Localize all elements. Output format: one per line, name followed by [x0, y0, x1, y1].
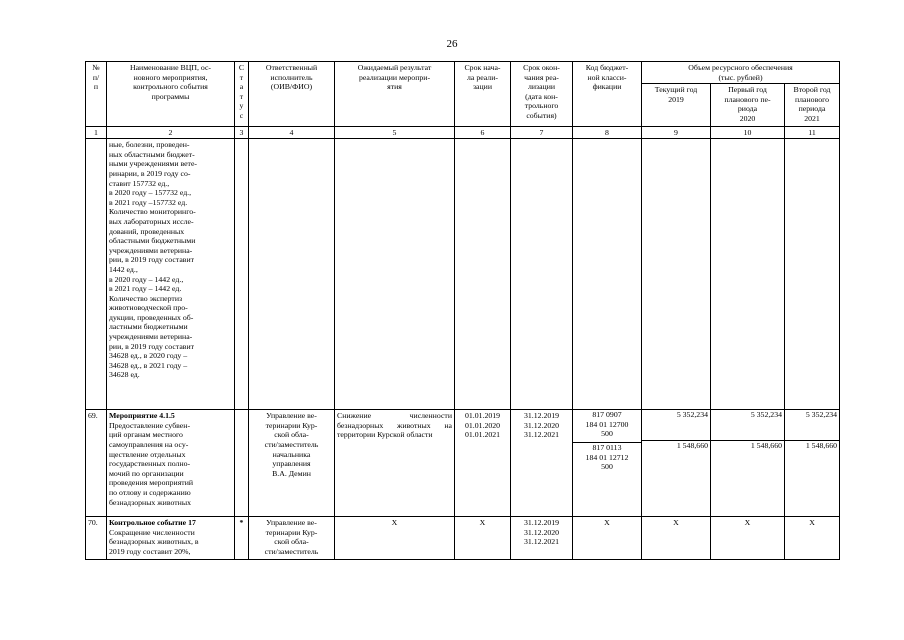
header-col-start: Срок нача- ла реали- зации	[455, 62, 511, 127]
cell-empty	[573, 139, 642, 410]
header-col-executor: Ответственный исполнитель (ОИВ/ФИО)	[249, 62, 335, 127]
row-value-2020-cell	[711, 410, 785, 517]
row-end-date: 31.12.2019 31.12.2020 31.12.2021	[511, 410, 573, 517]
table-row-69	[86, 410, 840, 517]
column-number: 4	[249, 127, 335, 139]
row-result: X	[335, 517, 455, 560]
cell-empty	[235, 139, 249, 410]
table-row-continued	[86, 139, 840, 410]
value-2021-2: 1 548,660	[805, 441, 838, 451]
cell-empty	[335, 139, 455, 410]
column-number: 9	[642, 127, 711, 139]
page-number: 26	[446, 38, 458, 50]
column-number: 2	[107, 127, 235, 139]
row-title: Мероприятие 4.1.5	[109, 411, 175, 421]
kbk-code-2: 817 0113 184 01 12712 500	[585, 442, 629, 472]
cell-empty	[86, 139, 107, 410]
row-value-2021-cell	[785, 410, 840, 517]
row-status: *	[235, 517, 249, 560]
row-status	[235, 410, 249, 517]
header-col-name: Наименование ВЦП, ос- новного мероприятия, контрольного события программы	[107, 62, 235, 127]
row-start-date: X	[455, 517, 511, 560]
row-number: 69.	[86, 410, 107, 517]
kbk-code-1: 817 0907 184 01 12700 500	[573, 410, 641, 443]
row-executor: Управление ве- теринарии Кур- ской обла- сти/заместитель начальника управления В.А. Демин	[249, 410, 335, 517]
column-number: 1	[86, 127, 107, 139]
row-description: Сокращение численности безнадзорных животных, в 2019 году составит 20%,	[109, 527, 199, 556]
row-executor: Управление ве- теринарии Кур- ской обла- сти/заместитель	[249, 517, 335, 560]
row-end-date: 31.12.2019 31.12.2020 31.12.2021	[511, 517, 573, 560]
row-value-2019-cell	[642, 410, 711, 517]
column-number: 6	[455, 127, 511, 139]
cell-empty	[249, 139, 335, 410]
header-group-resources: Объем ресурсного обеспечения (тыс. рублей)	[642, 62, 840, 84]
row-description: Предоставление субвен- ций органам местного самоуправления на осу- ществление отдельных государственных полно- мочий по организации проведения мероприятий по отлову и содержанию безнадзорных животных	[109, 420, 194, 507]
cell-empty	[785, 139, 840, 410]
column-number: 5	[335, 127, 455, 139]
row-name-cell	[107, 410, 235, 517]
value-2019-1: 5 352,234	[642, 410, 710, 441]
column-number: 10	[711, 127, 785, 139]
column-number: 3	[235, 127, 249, 139]
cell-empty	[642, 139, 711, 410]
value-2020-1: 5 352,234	[711, 410, 784, 441]
value-2021-1: 5 352,234	[785, 410, 839, 441]
header-row	[86, 62, 840, 84]
cell-empty	[511, 139, 573, 410]
header-col-2021: Второй год планового периода 2021	[785, 84, 840, 127]
column-number-row	[86, 127, 840, 139]
header-col-number: № п/ п	[86, 62, 107, 127]
header-col-2019: Текущий год 2019	[642, 84, 711, 127]
value-2020-2: 1 548,660	[750, 441, 782, 451]
row-value-2020: X	[711, 517, 785, 560]
row-title: Контрольное событие 17	[109, 518, 196, 528]
row-value-2019: X	[642, 517, 711, 560]
cell-empty	[455, 139, 511, 410]
continued-text: ные, болезни, проведен- ных областными бюджет- ными учреждениями вете- ринарии, в 2019 году со- ставит 157732 ед., в 2020 году – 157732 ед., в 2021 году –157732 ед. Количество мониторинго- вых лабораторных иссле- дований, проведенных областными бюджетными учреждениями ветерина- рии, в 2019 году составит 1442 ед., в 2020 году – 1442 ед., в 2021 году – 1442 ед. Количество экспертиз животноводческой про- дукции, проведенных об- ластными бюджетными учреждениями ветерина- рии, в 2019 году составит 34628 ед., в 2020 году – 34628 ед., в 2021 году – 34628 ед.	[107, 139, 235, 410]
row-number: 70.	[86, 517, 107, 560]
table-row-70	[86, 517, 840, 560]
header-col-end: Срок окон- чания реа- лизации (дата кон- трольного события)	[511, 62, 573, 127]
cell-empty	[711, 139, 785, 410]
column-number: 11	[785, 127, 840, 139]
row-result: Снижение численности безнадзорных животных на территории Курской области	[335, 410, 455, 517]
header-col-2020: Первый год планового пе- риода 2020	[711, 84, 785, 127]
row-value-2021: X	[785, 517, 840, 560]
header-col-result: Ожидаемый результат реализации меропри- ятия	[335, 62, 455, 127]
row-start-date: 01.01.2019 01.01.2020 01.01.2021	[455, 410, 511, 517]
value-2019-2: 1 548,660	[676, 441, 708, 451]
row-name-cell	[107, 517, 235, 560]
row-kbk-cell	[573, 410, 642, 517]
header-col-status: С т а т у с	[235, 62, 249, 127]
column-number: 8	[573, 127, 642, 139]
column-number: 7	[511, 127, 573, 139]
header-col-kbk: Код бюджет- ной класси- фикации	[573, 62, 642, 127]
row-kbk: X	[573, 517, 642, 560]
program-table	[85, 61, 840, 560]
